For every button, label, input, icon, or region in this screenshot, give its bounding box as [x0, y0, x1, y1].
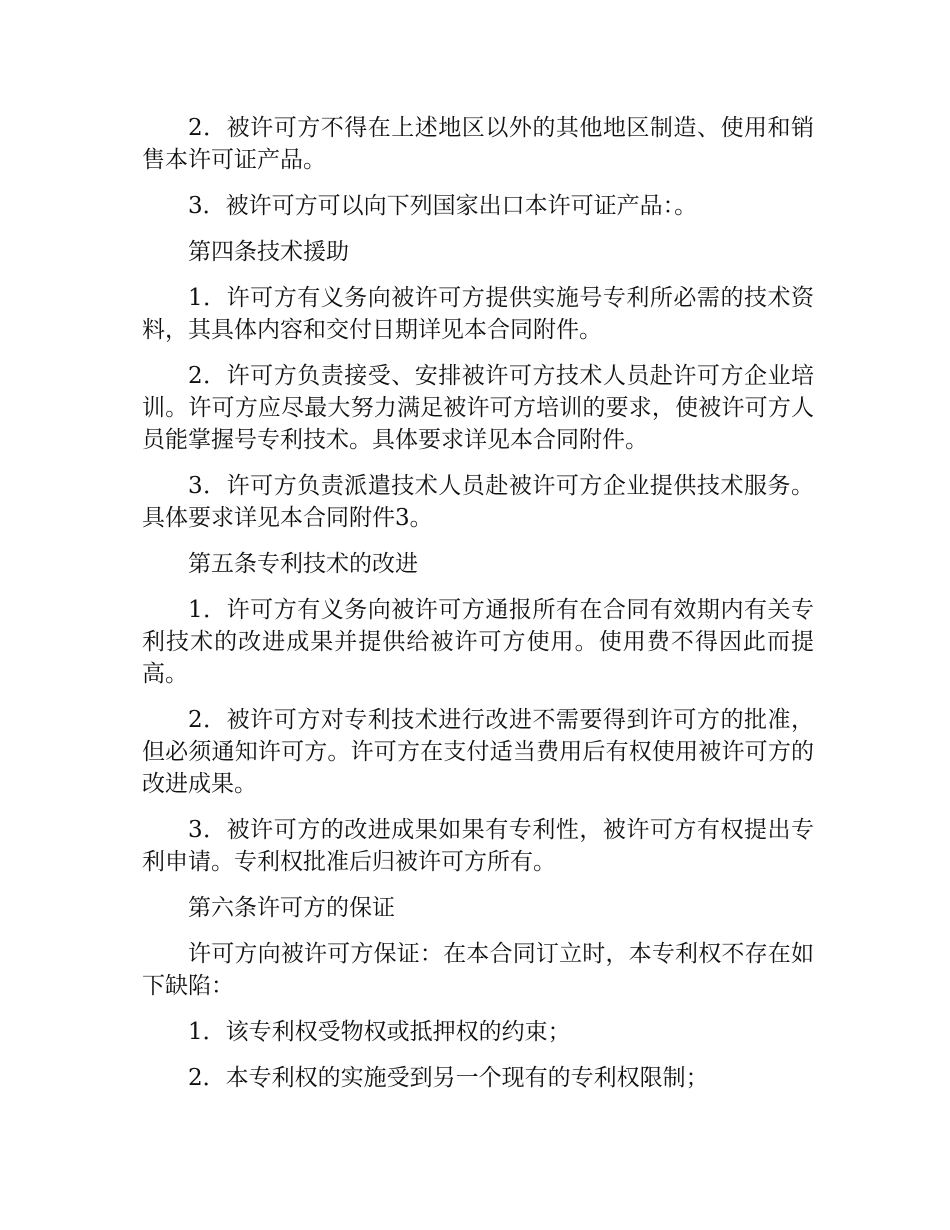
clause-3-item-3: 3．被许可方可以向下列国家出口本许可证产品：。 [188, 193, 698, 219]
article-4-heading: 第四条技术援助 [188, 239, 349, 265]
clause-6-item-1: 1．该专利权受物权或抵押权的约束； [188, 1019, 571, 1045]
clause-6-item-2: 2．本专利权的实施受到另一个现有的专利权限制； [188, 1065, 709, 1091]
clause-4-item-3: 3．许可方负责派遣技术人员赴被许可方企业提供技术服务。具体要求详见本合同附件3。 [142, 473, 814, 531]
clause-4-item-2: 2．许可方负责接受、安排被许可方技术人员赴许可方企业培训。许可方应尽最大努力满足被许可方培训的要求，使被许可方人员能掌握号专利技术。具体要求详见本合同附件。 [142, 363, 814, 453]
article-6-heading: 第六条许可方的保证 [188, 895, 395, 921]
clause-4-item-1: 1．许可方有义务向被许可方提供实施号专利所必需的技术资料，其具体内容和交付日期详见本合同附件。 [142, 285, 814, 343]
clause-5-item-3: 3．被许可方的改进成果如果有专利性，被许可方有权提出专利申请。专利权批准后归被许可方所有。 [142, 817, 814, 875]
article-5-heading: 第五条专利技术的改进 [188, 551, 418, 577]
document-page [142, 112, 814, 1108]
clause-3-item-2: 2．被许可方不得在上述地区以外的其他地区制造、使用和销售本许可证产品。 [142, 115, 814, 173]
clause-5-item-1: 1．许可方有义务向被许可方通报所有在合同有效期内有关专利技术的改进成果并提供给被许可方使用。使用费不得因此而提高。 [142, 597, 814, 687]
clause-6-intro: 许可方向被许可方保证：在本合同订立时，本专利权不存在如下缺陷： [142, 941, 814, 999]
clause-5-item-2: 2．被许可方对专利技术进行改进不需要得到许可方的批准，但必须通知许可方。许可方在支付适当费用后有权使用被许可方的改进成果。 [142, 707, 814, 797]
